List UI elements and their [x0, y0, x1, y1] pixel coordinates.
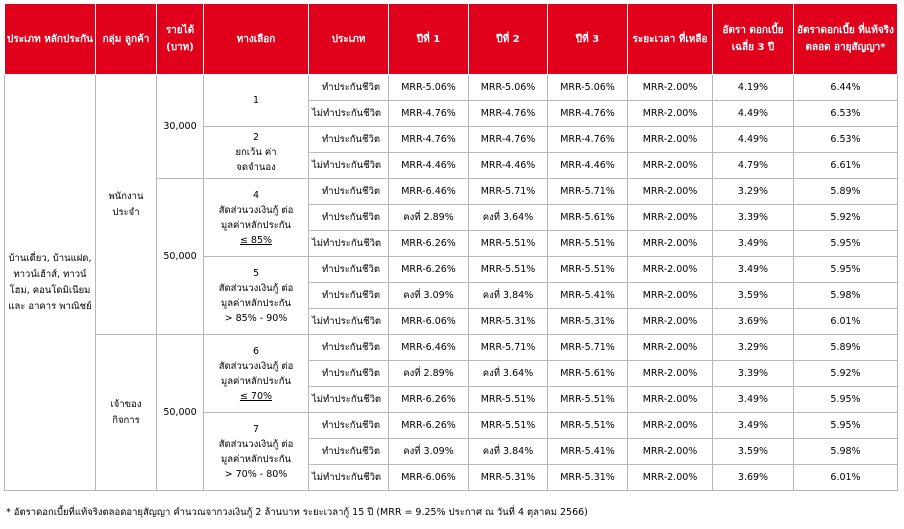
type-cell: ทำประกันชีวิต	[309, 205, 389, 231]
effective-rate-cell: 6.53%	[794, 101, 898, 127]
year2-cell: MRR-4.76%	[469, 101, 548, 127]
year1-cell: MRR-6.06%	[389, 465, 469, 491]
option-cell	[204, 413, 309, 491]
year3-cell: MRR-5.41%	[548, 283, 628, 309]
remaining-cell: MRR-2.00%	[628, 283, 713, 309]
avg-rate-cell: 4.79%	[713, 153, 794, 179]
avg-rate-cell: 3.69%	[713, 465, 794, 491]
year1-cell: MRR-6.26%	[389, 387, 469, 413]
effective-rate-cell: 6.53%	[794, 127, 898, 153]
option-description: สัดส่วนวงเงินกู้ ต่อมูลค่าหลักประกัน	[218, 204, 294, 231]
year3-cell: MRR-5.51%	[548, 257, 628, 283]
year1-cell: MRR-4.76%	[389, 127, 469, 153]
year1-cell: MRR-6.46%	[389, 335, 469, 361]
year2-cell: MRR-5.31%	[469, 465, 548, 491]
year2-cell: คงที่ 3.64%	[469, 361, 548, 387]
header-collateral: ประเภท หลักประกัน	[5, 4, 96, 75]
option-cell	[204, 335, 309, 413]
option-number: 7	[252, 423, 260, 435]
avg-rate-cell: 3.39%	[713, 361, 794, 387]
year2-cell: MRR-5.51%	[469, 231, 548, 257]
effective-rate-cell: 5.98%	[794, 439, 898, 465]
year2-cell: คงที่ 3.84%	[469, 283, 548, 309]
year3-cell: MRR-5.51%	[548, 387, 628, 413]
income-cell: 50,000	[157, 179, 204, 335]
group-cell: พนักงาน ประจำ	[96, 75, 157, 335]
remaining-cell: MRR-2.00%	[628, 387, 713, 413]
effective-rate-cell: 5.92%	[794, 361, 898, 387]
year1-cell: MRR-6.26%	[389, 231, 469, 257]
year3-cell: MRR-4.76%	[548, 101, 628, 127]
remaining-cell: MRR-2.00%	[628, 127, 713, 153]
year2-cell: MRR-4.76%	[469, 127, 548, 153]
remaining-cell: MRR-2.00%	[628, 231, 713, 257]
year3-cell: MRR-5.71%	[548, 179, 628, 205]
year1-cell: MRR-6.26%	[389, 257, 469, 283]
option-description: สัดส่วนวงเงินกู้ ต่อมูลค่าหลักประกัน	[218, 438, 294, 465]
year1-cell: คงที่ 2.89%	[389, 205, 469, 231]
avg-rate-cell: 3.29%	[713, 179, 794, 205]
year3-cell: MRR-5.61%	[548, 361, 628, 387]
year2-cell: MRR-5.71%	[469, 335, 548, 361]
header-avg-rate: อัตรา ดอกเบี้ย เฉลี่ย 3 ปี	[713, 4, 794, 75]
year3-cell: MRR-5.51%	[548, 413, 628, 439]
header-income: รายได้ (บาท)	[157, 4, 204, 75]
year3-cell: MRR-5.06%	[548, 75, 628, 101]
effective-rate-cell: 6.01%	[794, 309, 898, 335]
avg-rate-cell: 3.59%	[713, 439, 794, 465]
remaining-cell: MRR-2.00%	[628, 361, 713, 387]
header-option: ทางเลือก	[204, 4, 309, 75]
remaining-cell: MRR-2.00%	[628, 205, 713, 231]
footnote: * อัตราดอกเบี้ยที่แท้จริงตลอดอายุสัญญา คำนวณจากวงเงินกู้ 2 ล้านบาท ระยะเวลากู้ 15 ปี (MRR = 9.25% ประกาศ ณ วันที่ 4 ตุลาคม 2566)	[6, 507, 588, 518]
option-number: 4	[252, 189, 260, 201]
year3-cell: MRR-5.31%	[548, 465, 628, 491]
effective-rate-cell: 5.95%	[794, 413, 898, 439]
option-cell	[204, 179, 309, 257]
type-cell: ไม่ทำประกันชีวิต	[309, 231, 389, 257]
type-cell: ทำประกันชีวิต	[309, 413, 389, 439]
header-year3: ปีที่ 3	[548, 4, 628, 75]
collateral-cell: บ้านเดี่ยว, บ้านแฝด, ทาวน์เฮ้าส์, ทาวน์โฮม, คอนโดมิเนียม และ อาคาร พาณิชย์	[5, 75, 96, 491]
remaining-cell: MRR-2.00%	[628, 153, 713, 179]
income-cell: 30,000	[157, 75, 204, 179]
option-condition: ≤ 85%	[239, 234, 273, 246]
remaining-cell: MRR-2.00%	[628, 101, 713, 127]
option-cell	[204, 127, 309, 179]
group-cell: เจ้าของ กิจการ	[96, 335, 157, 491]
year2-cell: MRR-5.06%	[469, 75, 548, 101]
header-effective-rate: อัตราดอกเบี้ย ที่แท้จริงตลอด อายุสัญญา*	[794, 4, 898, 75]
avg-rate-cell: 4.49%	[713, 101, 794, 127]
type-cell: ไม่ทำประกันชีวิต	[309, 465, 389, 491]
option-number: 1	[252, 95, 260, 106]
avg-rate-cell: 3.49%	[713, 257, 794, 283]
remaining-cell: MRR-2.00%	[628, 257, 713, 283]
avg-rate-cell: 3.29%	[713, 335, 794, 361]
option-description: สัดส่วนวงเงินกู้ ต่อมูลค่าหลักประกัน	[218, 360, 294, 387]
year2-cell: MRR-5.51%	[469, 387, 548, 413]
year2-cell: MRR-5.31%	[469, 309, 548, 335]
header-year2: ปีที่ 2	[469, 4, 548, 75]
remaining-cell: MRR-2.00%	[628, 439, 713, 465]
effective-rate-cell: 5.95%	[794, 387, 898, 413]
year3-cell: MRR-4.76%	[548, 127, 628, 153]
type-cell: ทำประกันชีวิต	[309, 257, 389, 283]
avg-rate-cell: 3.69%	[713, 309, 794, 335]
option-cell	[204, 75, 309, 127]
year3-cell: MRR-5.71%	[548, 335, 628, 361]
option-number: 2	[252, 132, 260, 143]
remaining-cell: MRR-2.00%	[628, 335, 713, 361]
year1-cell: MRR-6.46%	[389, 179, 469, 205]
year2-cell: MRR-5.51%	[469, 413, 548, 439]
avg-rate-cell: 3.49%	[713, 231, 794, 257]
avg-rate-cell: 4.49%	[713, 127, 794, 153]
remaining-cell: MRR-2.00%	[628, 75, 713, 101]
avg-rate-cell: 3.49%	[713, 413, 794, 439]
table-header-row	[5, 4, 898, 75]
option-description: ยกเว้น ค่าจดจำนอง	[235, 147, 277, 173]
year1-cell: คงที่ 2.89%	[389, 361, 469, 387]
year2-cell: คงที่ 3.84%	[469, 439, 548, 465]
type-cell: ทำประกันชีวิต	[309, 439, 389, 465]
type-cell: ทำประกันชีวิต	[309, 75, 389, 101]
option-cell	[204, 257, 309, 335]
year2-cell: MRR-5.51%	[469, 257, 548, 283]
effective-rate-cell: 5.89%	[794, 335, 898, 361]
year1-cell: MRR-6.26%	[389, 413, 469, 439]
type-cell: ไม่ทำประกันชีวิต	[309, 387, 389, 413]
year1-cell: MRR-6.06%	[389, 309, 469, 335]
year1-cell: คงที่ 3.09%	[389, 439, 469, 465]
header-type: ประเภท	[309, 4, 389, 75]
header-customer-group: กลุ่ม ลูกค้า	[96, 4, 157, 75]
effective-rate-cell: 5.98%	[794, 283, 898, 309]
avg-rate-cell: 3.49%	[713, 387, 794, 413]
effective-rate-cell: 6.01%	[794, 465, 898, 491]
table-row	[5, 75, 898, 101]
type-cell: ทำประกันชีวิต	[309, 127, 389, 153]
type-cell: ทำประกันชีวิต	[309, 361, 389, 387]
rate-table	[4, 3, 898, 491]
option-condition: > 70% - 80%	[224, 468, 288, 480]
year1-cell: คงที่ 3.09%	[389, 283, 469, 309]
year2-cell: คงที่ 3.64%	[469, 205, 548, 231]
type-cell: ทำประกันชีวิต	[309, 335, 389, 361]
year1-cell: MRR-5.06%	[389, 75, 469, 101]
type-cell: ไม่ทำประกันชีวิต	[309, 101, 389, 127]
remaining-cell: MRR-2.00%	[628, 413, 713, 439]
type-cell: ไม่ทำประกันชีวิต	[309, 153, 389, 179]
year2-cell: MRR-5.71%	[469, 179, 548, 205]
option-condition: ≤ 70%	[239, 390, 273, 402]
type-cell: ทำประกันชีวิต	[309, 179, 389, 205]
option-condition: > 85% - 90%	[224, 312, 288, 324]
header-year1: ปีที่ 1	[389, 4, 469, 75]
effective-rate-cell: 5.92%	[794, 205, 898, 231]
year2-cell: MRR-4.46%	[469, 153, 548, 179]
type-cell: ไม่ทำประกันชีวิต	[309, 309, 389, 335]
option-description: สัดส่วนวงเงินกู้ ต่อมูลค่าหลักประกัน	[218, 282, 294, 309]
effective-rate-cell: 5.95%	[794, 257, 898, 283]
remaining-cell: MRR-2.00%	[628, 465, 713, 491]
avg-rate-cell: 3.59%	[713, 283, 794, 309]
year3-cell: MRR-4.46%	[548, 153, 628, 179]
year1-cell: MRR-4.46%	[389, 153, 469, 179]
avg-rate-cell: 3.39%	[713, 205, 794, 231]
option-number: 6	[252, 345, 260, 357]
effective-rate-cell: 6.44%	[794, 75, 898, 101]
table-row	[5, 335, 898, 361]
remaining-cell: MRR-2.00%	[628, 309, 713, 335]
year3-cell: MRR-5.31%	[548, 309, 628, 335]
year3-cell: MRR-5.41%	[548, 439, 628, 465]
effective-rate-cell: 5.89%	[794, 179, 898, 205]
effective-rate-cell: 6.61%	[794, 153, 898, 179]
type-cell: ทำประกันชีวิต	[309, 283, 389, 309]
effective-rate-cell: 5.95%	[794, 231, 898, 257]
option-number: 5	[252, 267, 260, 279]
remaining-cell: MRR-2.00%	[628, 179, 713, 205]
year3-cell: MRR-5.61%	[548, 205, 628, 231]
year3-cell: MRR-5.51%	[548, 231, 628, 257]
avg-rate-cell: 4.19%	[713, 75, 794, 101]
income-cell: 50,000	[157, 335, 204, 491]
year1-cell: MRR-4.76%	[389, 101, 469, 127]
header-remaining: ระยะเวลา ที่เหลือ	[628, 4, 713, 75]
